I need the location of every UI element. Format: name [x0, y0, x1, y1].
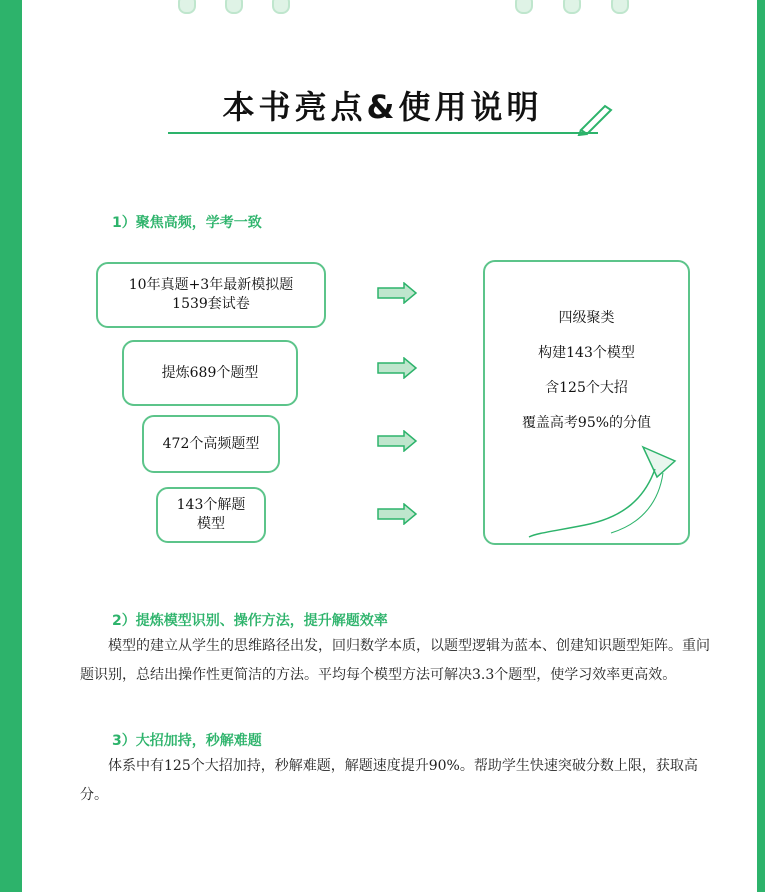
summary-line-1: 四级聚类 [558, 310, 615, 326]
summary-box [483, 260, 690, 545]
funnel-step-2-line1: 提炼689个题型 [161, 364, 259, 381]
page-title: 本书亮点&使用说明 [222, 88, 543, 126]
funnel-step-3 [142, 415, 280, 473]
title-underline [168, 132, 598, 134]
arrow-right-icon [376, 503, 418, 525]
binder-ring [178, 0, 196, 14]
rocket-icon [525, 437, 685, 542]
funnel-step-4 [156, 487, 266, 543]
section-body-2: 模型的建立从学生的思维路径出发，回归数学本质，以题型逻辑为蓝本、创建知识题型矩阵。重问题识别，总结出操作性更简洁的方法。平均每个模型方法可解决3.3个题型，使学习效率更高效。 [80, 638, 710, 683]
binder-ring [272, 0, 290, 14]
funnel-step-4-line1: 143个解题 [176, 497, 246, 514]
funnel-step-1-line2: 1539套试卷 [172, 296, 250, 312]
funnel-step-1 [96, 262, 326, 328]
section-heading-3: 3）大招加持，秒解难题 [112, 733, 262, 749]
funnel-step-3-line1: 472个高频题型 [162, 435, 260, 452]
summary-line-3: 含125个大招 [545, 380, 628, 396]
summary-line-4: 覆盖高考95%的分值 [521, 415, 652, 431]
summary-line-2: 构建143个模型 [538, 345, 635, 361]
binder-ring [515, 0, 533, 14]
section-heading-1: 1）聚焦高频，学考一致 [112, 215, 262, 231]
funnel-step-2 [122, 340, 298, 406]
binder-ring [563, 0, 581, 14]
arrow-right-icon [376, 430, 418, 452]
arrow-right-icon [376, 282, 418, 304]
funnel-step-1-line1: 10年真题+3年最新模拟题 [128, 277, 294, 294]
funnel-step-4-line2: 模型 [196, 516, 225, 532]
binder-ring [611, 0, 629, 14]
binder-ring [225, 0, 243, 14]
section-heading-2: 2）提炼模型识别、操作方法，提升解题效率 [112, 613, 388, 629]
section-body-3: 体系中有125个大招加持，秒解难题，解题速度提升90%。帮助学生快速突破分数上限，获取高分。 [80, 758, 698, 803]
pen-icon [575, 100, 615, 136]
arrow-right-icon [376, 357, 418, 379]
